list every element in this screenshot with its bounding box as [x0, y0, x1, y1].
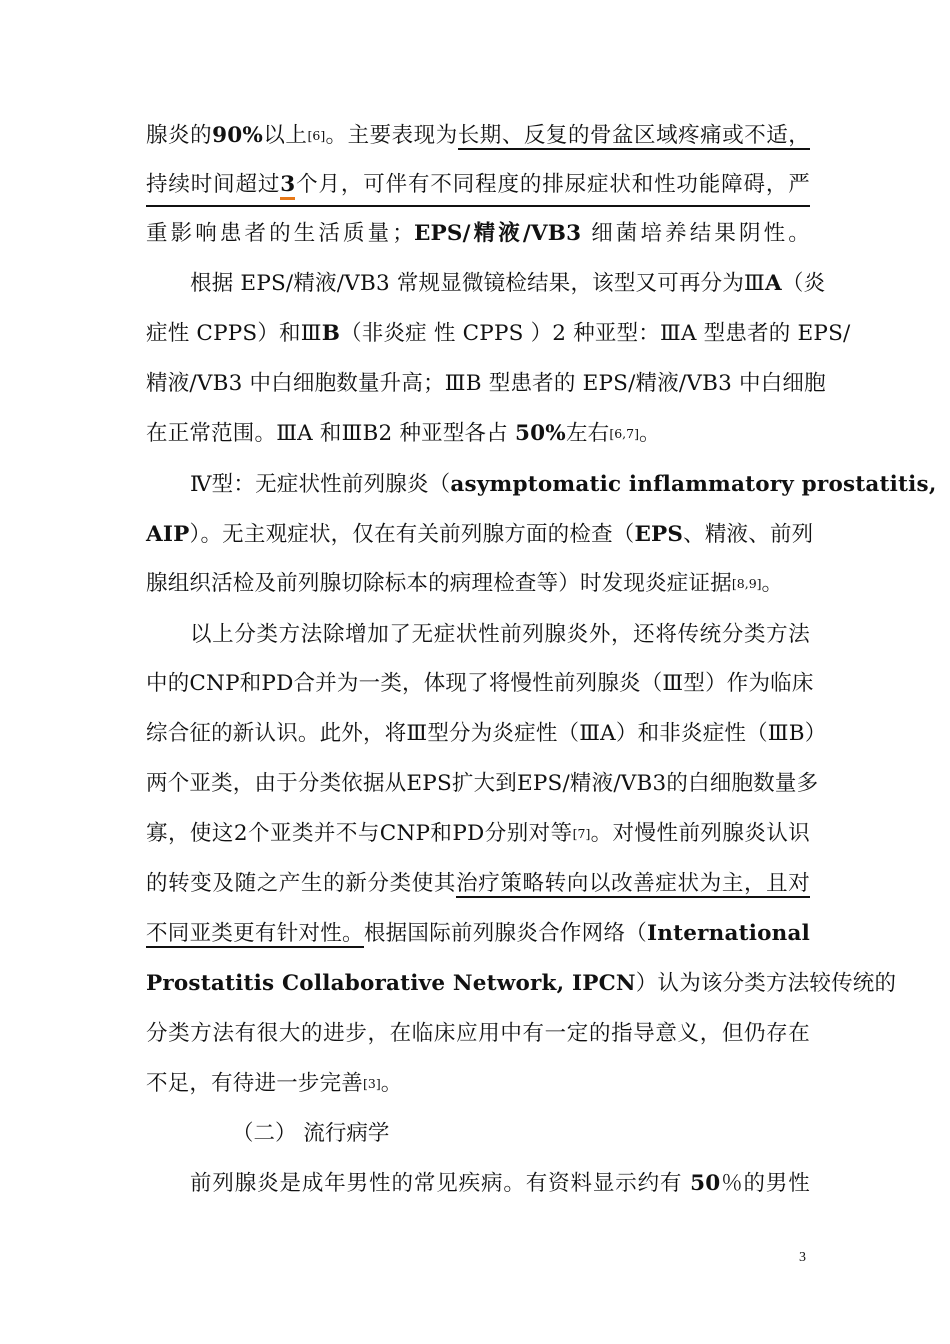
text-run: 腺炎的: [146, 123, 213, 148]
text-run: 分类方法有很大的进步，在临床应用中有一定的指导意义，但仍存在: [146, 1021, 810, 1046]
text-run: 。对慢性前列腺炎认识: [590, 821, 810, 846]
text-run: 。: [761, 571, 784, 596]
text-run: 持续时间超过: [146, 172, 281, 197]
underlined-text: 长期、反复的骨盆区域疼痛或不适，: [457, 123, 811, 148]
bold-text: AIP: [146, 522, 190, 547]
text-run: 根据 EPS/精液/VB3 常规显微镜检结果，该型又可再分为Ⅲ: [190, 271, 765, 296]
text-run: 的转变及随之产生的新分类使其: [146, 871, 457, 896]
citation: [6,7]: [609, 426, 639, 441]
paragraph-line: [146, 1064, 810, 1104]
paragraph-line: [146, 515, 814, 555]
section-heading: （二） 流行病学: [232, 1121, 390, 1146]
text-run: 不足，有待进一步完善: [146, 1071, 364, 1096]
paragraph-line: [190, 1164, 810, 1204]
citation: [8,9]: [731, 576, 762, 591]
text-run: 。: [638, 421, 661, 446]
page-number: 3: [799, 1250, 806, 1265]
text-run: 前列腺炎是成年男性的常见疾病。有资料显示约有: [190, 1171, 691, 1196]
text-run: Ⅳ型：无症状性前列腺炎（: [190, 472, 451, 497]
paragraph-line: [190, 615, 810, 655]
paragraph-line: [146, 714, 827, 754]
paragraph-line: [146, 414, 810, 454]
citation: [7]: [572, 826, 591, 841]
text-run: 两个亚类，由于分类依据从EPS扩大到EPS/精液/VB3的白细胞数量多: [146, 771, 819, 796]
bold-text: EPS/: [413, 221, 471, 246]
paragraph-line: [146, 764, 819, 804]
bold-text: asymptomatic inflammatory prostatitis,: [450, 472, 937, 497]
text-run: ）认为该分类方法较传统的: [635, 971, 897, 996]
text-run: 根据国际前列腺炎合作网络（: [363, 921, 648, 946]
paragraph-line: [146, 914, 810, 954]
bold-text: EPS: [634, 522, 684, 547]
underlined-text: 不同亚类更有针对性。: [146, 921, 364, 946]
text-run: 综合征的新认识。此外，将Ⅲ型分为炎症性（ⅢA）和非炎症性（ⅢB）: [146, 721, 827, 746]
paragraph-line: [146, 664, 814, 704]
text-run: 以上: [263, 123, 308, 148]
text-run: 症性 CPPS）和Ⅲ: [146, 321, 322, 346]
paragraph-line: [146, 214, 810, 254]
paragraph-line: [146, 1014, 810, 1054]
bold-text: 90%: [212, 123, 264, 148]
text-run: 细菌培养结果阴性。: [581, 221, 811, 246]
text-run: 寡，使这2个亚类并不与CNP和PD分别对等: [146, 821, 573, 846]
bold-text: A: [765, 271, 782, 296]
bold-text: International: [647, 921, 810, 946]
paragraph-line: [146, 314, 851, 354]
text-run: 腺组织活检及前列腺切除标本的病理检查等）时发现炎症证据: [146, 571, 732, 596]
text-run: 、精液、前列: [683, 522, 814, 547]
text-run: 重影响患者的生活质量；: [146, 221, 414, 246]
paragraph-line: [146, 814, 810, 854]
text-run: ％的男性: [720, 1171, 810, 1196]
bold-text: 3: [280, 172, 295, 200]
bold-text: 50%: [514, 421, 566, 446]
text-run: ）。无主观症状，仅在有关前列腺方面的检查（: [189, 522, 635, 547]
paragraph-line: [146, 564, 810, 604]
paragraph-line: [146, 964, 897, 1004]
paragraph-line: [146, 364, 826, 404]
text-run: 中的CNP和PD合并为一类，体现了将慢性前列腺炎（Ⅲ型）作为临床: [146, 671, 814, 696]
text-run: 个月，可伴有不同程度的排尿症状和性功能障碍，严: [295, 172, 811, 197]
paragraph-line: [146, 165, 810, 207]
text-run: （非炎症 性 CPPS ）2 种亚型：ⅢA 型患者的 EPS/: [340, 321, 851, 346]
paragraph-line: [190, 264, 826, 304]
citation: [3]: [363, 1076, 381, 1091]
text-run: 左右: [565, 421, 610, 446]
text-run: 精液/VB3 中白细胞数量升高；ⅢB 型患者的 EPS/精液/VB3 中白细胞: [146, 371, 826, 396]
paragraph-line: [190, 465, 937, 505]
text-run: （炎: [781, 271, 826, 296]
bold-text: Prostatitis Collaborative Network, IPCN: [146, 971, 636, 996]
bold-text: 50: [690, 1171, 721, 1196]
text-run: 。主要表现为: [325, 123, 458, 148]
bold-text: 精液: [470, 221, 523, 246]
underlined-text: 治疗策略转向以改善症状为主，且对: [456, 871, 810, 896]
bold-text: /VB3: [522, 221, 582, 246]
bold-text: B: [321, 321, 341, 346]
text-run: 以上分类方法除增加了无症状性前列腺炎外，还将传统分类方法: [190, 622, 810, 647]
text-run: 。: [380, 1071, 403, 1096]
paragraph-line: [146, 116, 810, 156]
citation: [6]: [307, 128, 326, 143]
paragraph-line: [146, 864, 810, 904]
text-run: 在正常范围。ⅢA 和ⅢB2 种亚型各占: [146, 421, 515, 446]
